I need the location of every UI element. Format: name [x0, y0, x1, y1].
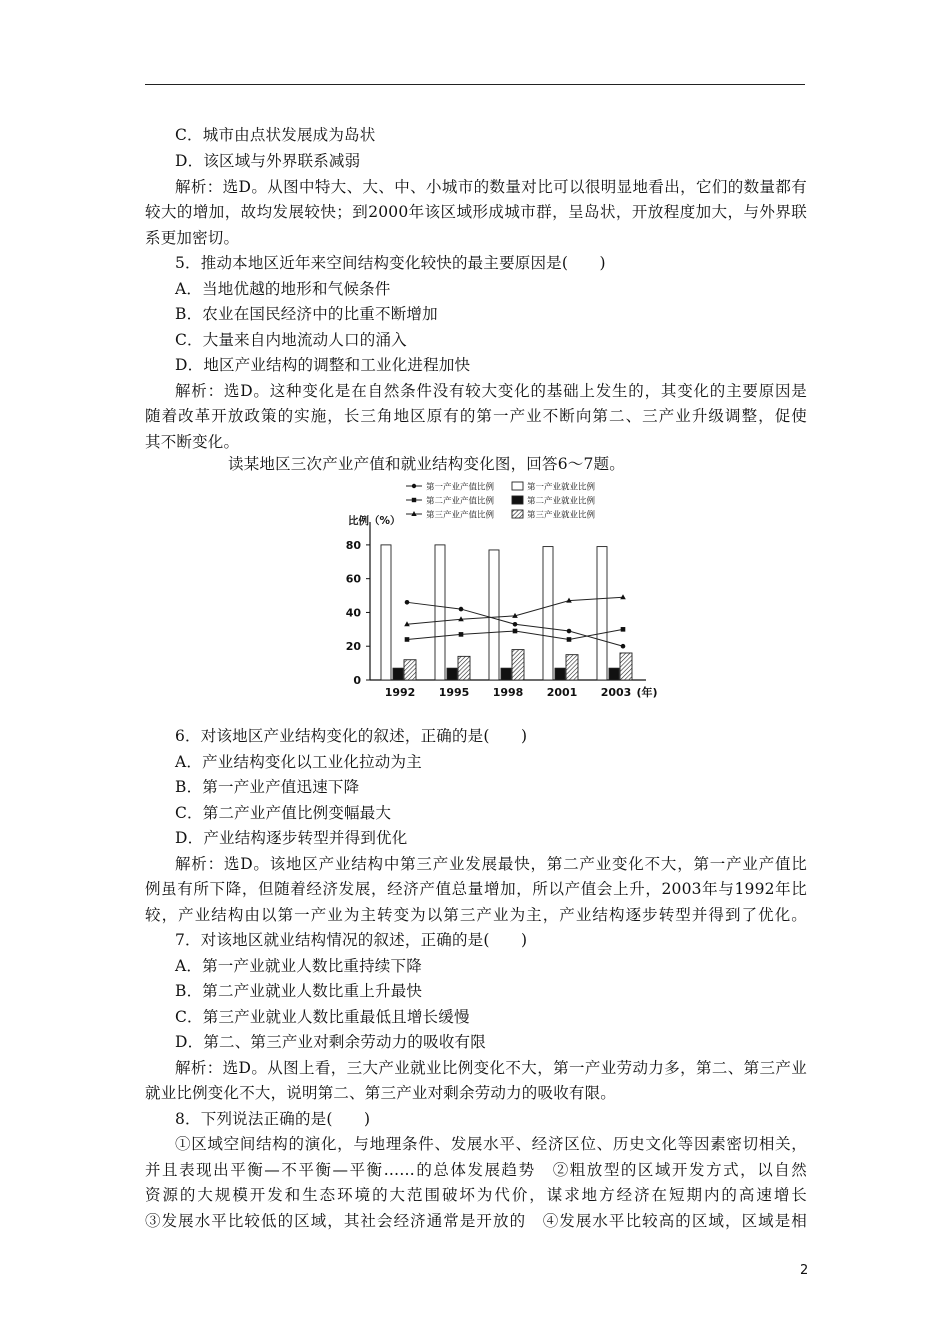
bar [435, 545, 445, 680]
point [459, 607, 464, 612]
point [513, 622, 518, 627]
legend-label: 第一产业就业比例 [527, 482, 596, 493]
bar [543, 547, 553, 680]
legend-label: 第三产业产值比例 [426, 510, 495, 521]
bar [489, 550, 499, 680]
legend-label: 第一产业产值比例 [426, 482, 495, 493]
legend-swatch [512, 482, 523, 490]
text-line: 解析：选D。这种变化是在自然条件没有较大变化的基础上发生的，其变化的主要原因是 [175, 382, 807, 400]
legend-label: 第三产业就业比例 [527, 510, 596, 521]
text-line: C．第三产业就业人数比重最低且增长缓慢 [175, 1008, 470, 1026]
legend-marker [412, 498, 416, 502]
bar [566, 655, 578, 680]
text-line: D．第二、第三产业对剩余劳动力的吸收有限 [175, 1033, 486, 1051]
bar [393, 668, 403, 680]
legend-swatch [512, 510, 523, 518]
text-line: 例虽有所下降，但随着经济发展，经济产值总量增加，所以产值会上升，2003年与1992年比 [145, 880, 807, 898]
y-tick-label: 80 [345, 538, 361, 552]
point [567, 637, 572, 642]
text-line: 解析：选D。从图中特大、大、中、小城市的数量对比可以很明显地看出，它们的数量都有 [175, 178, 807, 196]
header-rule [145, 84, 805, 85]
legend-swatch [512, 496, 523, 504]
text-line: 系更加密切。 [145, 229, 240, 247]
x-tick-label: 2003 [600, 686, 632, 699]
text-line: B．第二产业就业人数比重上升最快 [175, 982, 423, 1000]
text-line: 较大的增加，故均发展较快；到2000年该区域形成城市群，呈岛状，开放程度加大，与外界联 [145, 203, 807, 221]
text-line: 5．推动本地区近年来空间结构变化较快的最主要原因是( ) [175, 254, 606, 272]
text-line: 解析：选D。从图上看，三大产业就业比例变化不大，第一产业劳动力多，第二、第三产业 [175, 1059, 807, 1077]
legend-marker [412, 484, 416, 488]
text-line: 随着改革开放政策的实施，长三角地区原有的第一产业不断向第二、三产业升级调整，促使 [145, 407, 807, 425]
text-line: B．农业在国民经济中的比重不断增加 [175, 305, 438, 323]
bar [609, 668, 619, 680]
point [567, 629, 572, 634]
text-line: A．第一产业就业人数比重持续下降 [175, 957, 422, 975]
text-line: 8．下列说法正确的是( ) [175, 1110, 371, 1128]
point [620, 594, 626, 599]
bar [447, 668, 457, 680]
plot-area [346, 522, 658, 699]
x-unit-label: (年) [636, 686, 658, 699]
text-line: 6．对该地区产业结构变化的叙述，正确的是( ) [175, 727, 528, 745]
legend-label: 第二产业就业比例 [527, 496, 596, 507]
text-line: 7．对该地区就业结构情况的叙述，正确的是( ) [175, 931, 528, 949]
x-tick-label: 1995 [438, 686, 470, 699]
bar [555, 668, 565, 680]
text-line: 资源的大规模开发和生态环境的大范围破坏为代价，谋求地方经济在短期内的高速增长 [145, 1186, 807, 1204]
text-line: 就业比例变化不大，说明第二、第三产业对剩余劳动力的吸收有限。 [145, 1084, 617, 1102]
text-line: 较，产业结构由以第一产业为主转变为以第三产业为主，产业结构逐步转型并得到了优化。 [145, 906, 807, 924]
text-line: A．当地优越的地形和气候条件 [175, 280, 391, 298]
y-tick-label: 0 [353, 674, 361, 687]
text-line: 其不断变化。 [145, 433, 240, 451]
chart-legend [406, 482, 596, 521]
y-tick-label: 60 [345, 572, 361, 586]
text-line: D．地区产业结构的调整和工业化进程加快 [175, 356, 471, 374]
point [405, 600, 410, 605]
x-tick-label: 1992 [384, 686, 416, 699]
text-line: C．城市由点状发展成为岛状 [175, 126, 376, 144]
y-axis-label: 比例（%） [348, 515, 401, 527]
industry-structure-chart [340, 476, 660, 706]
text-line: ①区域空间结构的演化，与地理条件、发展水平、经济区位、历史文化等因素密切相关， [175, 1135, 807, 1153]
x-tick-label: 1998 [492, 686, 524, 699]
bar [381, 545, 391, 680]
point [513, 629, 518, 634]
bar [620, 653, 632, 680]
text-line: D．产业结构逐步转型并得到优化 [175, 829, 408, 847]
point [621, 627, 626, 632]
text-line: 并且表现出平衡—不平衡—平衡……的总体发展趋势 ②粗放型的区域开发方式，以自然 [145, 1161, 807, 1179]
point [621, 644, 626, 649]
text-line: D．该区域与外界联系减弱 [175, 152, 361, 170]
y-tick-label: 40 [345, 606, 361, 620]
bar [512, 650, 524, 680]
legend-label: 第二产业产值比例 [426, 496, 495, 507]
text-line: 解析：选D。该地区产业结构中第三产业发展最快，第二产业变化不大，第一产业产值比 [175, 855, 807, 873]
page-number: 2 [800, 1263, 809, 1278]
bar [458, 656, 470, 680]
point [405, 637, 410, 642]
bar [501, 668, 511, 680]
text-line: B．第一产业产值迅速下降 [175, 778, 360, 796]
chart-intro: 读某地区三次产业产值和就业结构变化图，回答6～7题。 [228, 455, 625, 473]
bar [404, 660, 416, 680]
text-line: A．产业结构变化以工业化拉动为主 [175, 753, 422, 771]
bar [597, 547, 607, 680]
text-line: C．第二产业产值比例变幅最大 [175, 804, 392, 822]
point [459, 632, 464, 637]
y-tick-label: 20 [345, 640, 361, 654]
text-line: ③发展水平比较低的区域，其社会经济通常是开放的 ④发展水平比较高的区域，区域是相 [145, 1212, 807, 1230]
text-line: C．大量来自内地流动人口的涌入 [175, 331, 407, 349]
x-tick-label: 2001 [546, 686, 578, 699]
